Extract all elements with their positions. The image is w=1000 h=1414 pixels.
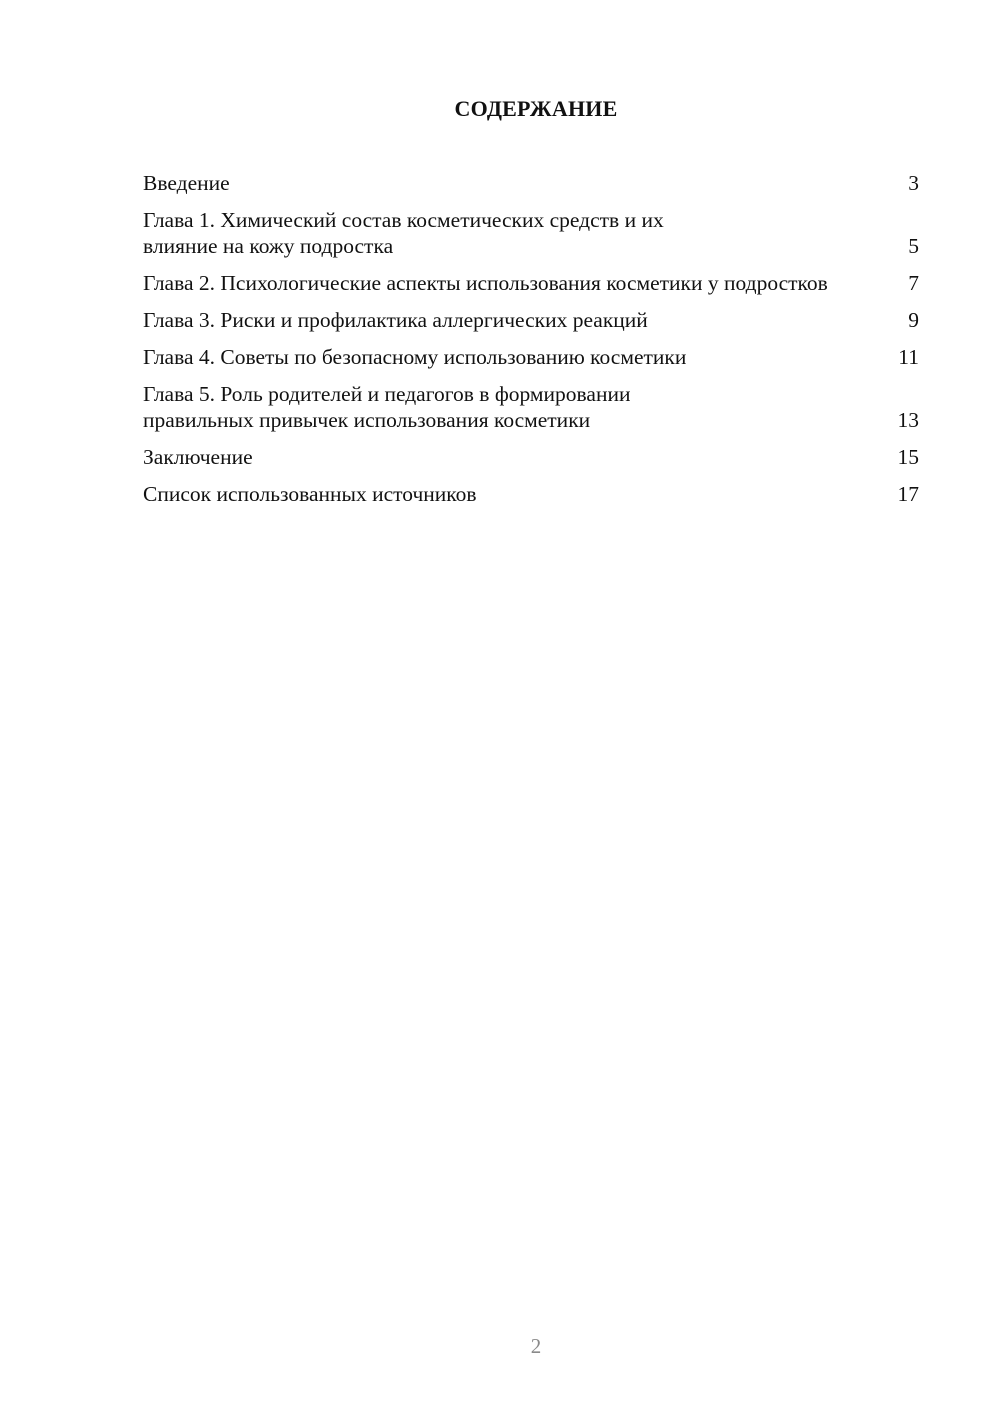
toc-entry-label: Введение [143, 171, 230, 195]
toc-entry-page: 13 [897, 408, 919, 432]
toc-entry-page: 15 [897, 445, 919, 469]
toc-entry-references[interactable] [143, 481, 919, 507]
table-of-contents [143, 170, 919, 518]
toc-entry-page: 3 [908, 171, 919, 195]
toc-entry-page: 7 [908, 271, 919, 295]
toc-title: СОДЕРЖАНИЕ [454, 96, 618, 121]
toc-entry-conclusion[interactable] [143, 444, 919, 470]
toc-entry-label: Глава 4. Советы по безопасному использованию косметики [143, 345, 687, 369]
toc-entry-page: 9 [908, 308, 919, 332]
toc-entry-label: Список использованных источников [143, 482, 477, 506]
toc-entry-label: Глава 5. Роль родителей и педагогов в формировании правильных привычек использования косметики [143, 382, 631, 432]
toc-entry-label: Глава 1. Химический состав косметических средств и их влияние на кожу подростка [143, 208, 664, 258]
page-number: 2 [530, 1334, 542, 1358]
toc-entry-label: Глава 2. Психологические аспекты использования косметики у подростков [143, 271, 828, 295]
toc-entry-introduction[interactable] [143, 170, 919, 196]
toc-entry-page: 11 [898, 345, 919, 369]
toc-entry-label: Глава 3. Риски и профилактика аллергических реакций [143, 308, 648, 332]
toc-entry-chapter-4[interactable] [143, 344, 919, 370]
toc-entry-chapter-3[interactable] [143, 307, 919, 333]
toc-entry-page: 5 [908, 234, 919, 258]
toc-entry-chapter-5[interactable] [143, 381, 919, 433]
toc-entry-chapter-2[interactable] [143, 270, 919, 296]
toc-entry-label: Заключение [143, 445, 253, 469]
toc-entry-chapter-1[interactable] [143, 207, 919, 259]
toc-entry-page: 17 [897, 482, 919, 506]
